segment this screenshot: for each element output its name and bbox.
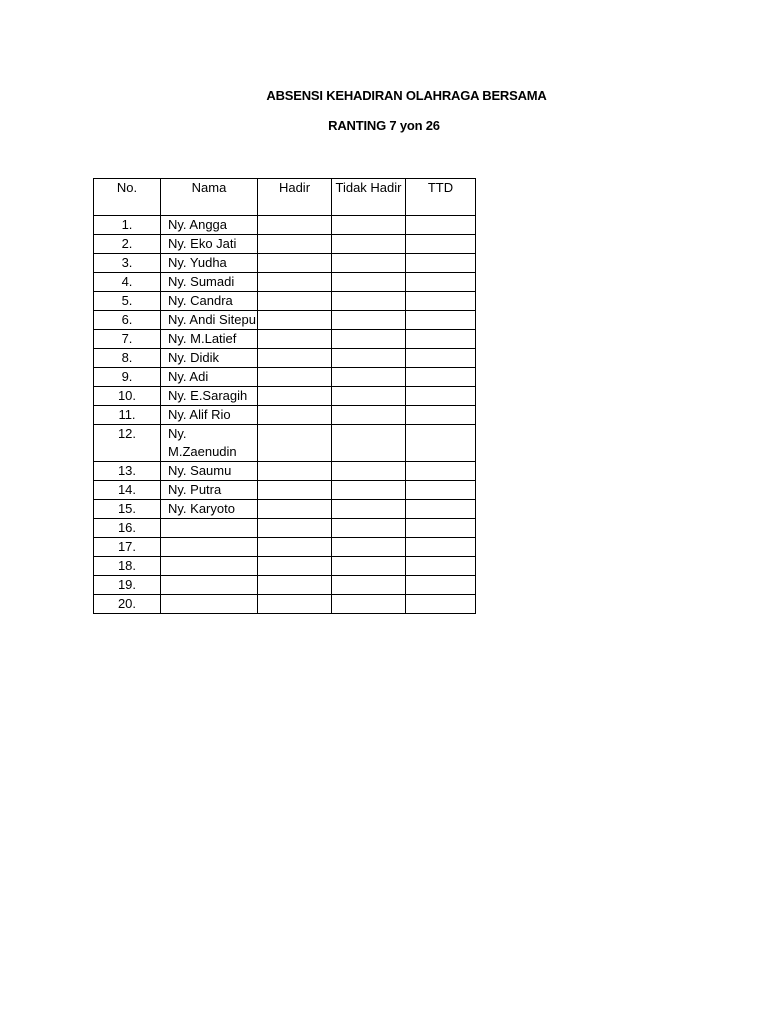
cell-hadir xyxy=(258,519,332,538)
cell-no: 1. xyxy=(94,216,161,235)
cell-no: 5. xyxy=(94,292,161,311)
table-row xyxy=(94,425,476,462)
cell-nama: Ny. Didik xyxy=(161,349,258,368)
cell-hadir xyxy=(258,481,332,500)
header-no: No. xyxy=(94,179,161,216)
cell-nama: Ny. Yudha xyxy=(161,254,258,273)
cell-tidak-hadir xyxy=(332,595,406,614)
cell-ttd xyxy=(406,368,476,387)
cell-no: 10. xyxy=(94,387,161,406)
cell-nama xyxy=(161,557,258,576)
cell-ttd xyxy=(406,349,476,368)
table-row xyxy=(94,254,476,273)
cell-ttd xyxy=(406,595,476,614)
cell-no: 16. xyxy=(94,519,161,538)
header-nama: Nama xyxy=(161,179,258,216)
table-row xyxy=(94,576,476,595)
cell-nama: Ny. Eko Jati xyxy=(161,235,258,254)
cell-hadir xyxy=(258,311,332,330)
cell-hadir xyxy=(258,462,332,481)
cell-ttd xyxy=(406,387,476,406)
cell-tidak-hadir xyxy=(332,311,406,330)
table-row xyxy=(94,292,476,311)
cell-nama: Ny. E.Saragih xyxy=(161,387,258,406)
cell-ttd xyxy=(406,311,476,330)
cell-ttd xyxy=(406,273,476,292)
cell-no: 8. xyxy=(94,349,161,368)
cell-no: 4. xyxy=(94,273,161,292)
cell-no: 6. xyxy=(94,311,161,330)
table-row xyxy=(94,273,476,292)
cell-tidak-hadir xyxy=(332,254,406,273)
cell-ttd xyxy=(406,538,476,557)
cell-no: 3. xyxy=(94,254,161,273)
cell-hadir xyxy=(258,538,332,557)
cell-hadir xyxy=(258,387,332,406)
table-row xyxy=(94,595,476,614)
table-row xyxy=(94,387,476,406)
cell-ttd xyxy=(406,406,476,425)
cell-nama: Ny. Karyoto xyxy=(161,500,258,519)
cell-tidak-hadir xyxy=(332,387,406,406)
cell-no: 15. xyxy=(94,500,161,519)
table-row xyxy=(94,311,476,330)
cell-no: 13. xyxy=(94,462,161,481)
table-row xyxy=(94,462,476,481)
cell-tidak-hadir xyxy=(332,273,406,292)
cell-no: 17. xyxy=(94,538,161,557)
cell-nama: Ny. Candra xyxy=(161,292,258,311)
cell-tidak-hadir xyxy=(332,292,406,311)
table-body xyxy=(94,216,476,614)
cell-no: 18. xyxy=(94,557,161,576)
cell-hadir xyxy=(258,254,332,273)
table-header xyxy=(94,179,476,216)
cell-ttd xyxy=(406,425,476,462)
cell-ttd xyxy=(406,292,476,311)
table-row xyxy=(94,481,476,500)
cell-tidak-hadir xyxy=(332,481,406,500)
cell-hadir xyxy=(258,500,332,519)
cell-nama: Ny. Alif Rio xyxy=(161,406,258,425)
document-subtitle: RANTING 7 yon 26 xyxy=(328,118,440,133)
cell-ttd xyxy=(406,557,476,576)
cell-nama: Ny. Adi xyxy=(161,368,258,387)
header-ttd: TTD xyxy=(406,179,476,216)
cell-nama: Ny. Putra xyxy=(161,481,258,500)
table-row xyxy=(94,519,476,538)
cell-nama: Ny. Saumu xyxy=(161,462,258,481)
table-row xyxy=(94,406,476,425)
cell-no: 7. xyxy=(94,330,161,349)
cell-ttd xyxy=(406,254,476,273)
table-row xyxy=(94,368,476,387)
cell-nama: Ny. M.Zaenudin xyxy=(161,425,258,462)
cell-hadir xyxy=(258,292,332,311)
table-row xyxy=(94,235,476,254)
cell-tidak-hadir xyxy=(332,538,406,557)
cell-ttd xyxy=(406,500,476,519)
cell-nama xyxy=(161,595,258,614)
cell-hadir xyxy=(258,349,332,368)
cell-ttd xyxy=(406,481,476,500)
cell-ttd xyxy=(406,330,476,349)
cell-tidak-hadir xyxy=(332,406,406,425)
cell-no: 11. xyxy=(94,406,161,425)
cell-tidak-hadir xyxy=(332,519,406,538)
cell-ttd xyxy=(406,235,476,254)
table-row xyxy=(94,557,476,576)
cell-hadir xyxy=(258,235,332,254)
cell-nama xyxy=(161,576,258,595)
cell-hadir xyxy=(258,576,332,595)
cell-hadir xyxy=(258,595,332,614)
cell-ttd xyxy=(406,519,476,538)
cell-tidak-hadir xyxy=(332,462,406,481)
cell-hadir xyxy=(258,557,332,576)
cell-ttd xyxy=(406,216,476,235)
table-row xyxy=(94,349,476,368)
cell-tidak-hadir xyxy=(332,235,406,254)
cell-nama xyxy=(161,519,258,538)
cell-no: 14. xyxy=(94,481,161,500)
cell-no: 2. xyxy=(94,235,161,254)
cell-tidak-hadir xyxy=(332,349,406,368)
cell-hadir xyxy=(258,216,332,235)
table-row xyxy=(94,538,476,557)
table-row xyxy=(94,330,476,349)
cell-no: 9. xyxy=(94,368,161,387)
cell-tidak-hadir xyxy=(332,557,406,576)
cell-no: 20. xyxy=(94,595,161,614)
cell-nama: Ny. Angga xyxy=(161,216,258,235)
cell-tidak-hadir xyxy=(332,330,406,349)
cell-hadir xyxy=(258,330,332,349)
cell-hadir xyxy=(258,368,332,387)
cell-tidak-hadir xyxy=(332,216,406,235)
cell-hadir xyxy=(258,406,332,425)
table-row xyxy=(94,216,476,235)
cell-hadir xyxy=(258,425,332,462)
table-row xyxy=(94,500,476,519)
cell-nama: Ny. Andi Sitepu xyxy=(161,311,258,330)
document-title: ABSENSI KEHADIRAN OLAHRAGA BERSAMA xyxy=(266,88,547,103)
header-hadir: Hadir xyxy=(258,179,332,216)
cell-ttd xyxy=(406,576,476,595)
cell-nama: Ny. Sumadi xyxy=(161,273,258,292)
header-tidak-hadir: Tidak Hadir xyxy=(332,179,406,216)
cell-tidak-hadir xyxy=(332,425,406,462)
header-row xyxy=(94,179,476,216)
cell-no: 19. xyxy=(94,576,161,595)
cell-tidak-hadir xyxy=(332,368,406,387)
cell-nama: Ny. M.Latief xyxy=(161,330,258,349)
cell-nama xyxy=(161,538,258,557)
attendance-table xyxy=(93,178,476,614)
cell-ttd xyxy=(406,462,476,481)
cell-tidak-hadir xyxy=(332,576,406,595)
cell-no: 12. xyxy=(94,425,161,462)
cell-hadir xyxy=(258,273,332,292)
cell-tidak-hadir xyxy=(332,500,406,519)
